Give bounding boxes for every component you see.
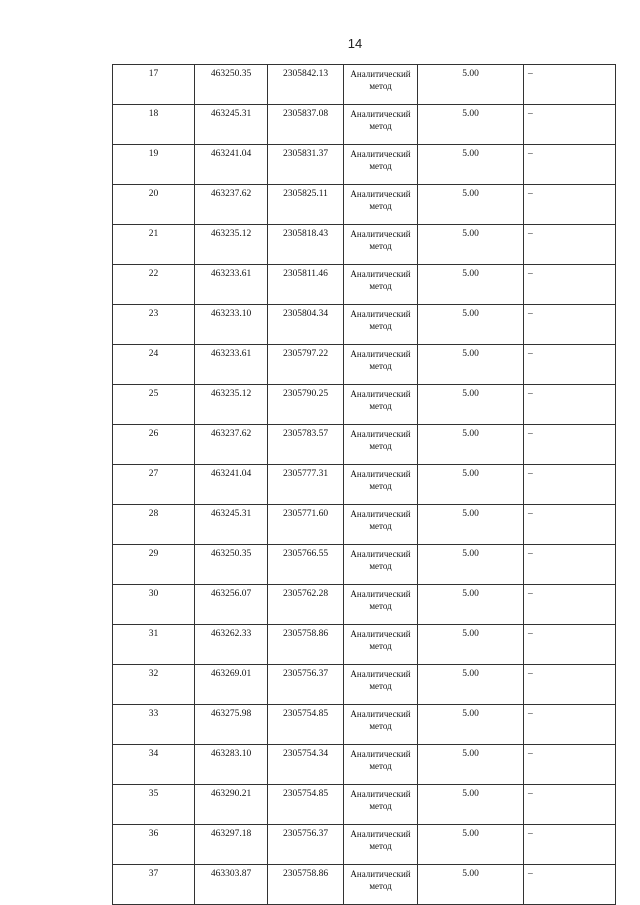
table-body (113, 65, 616, 905)
table-row (113, 465, 616, 505)
note-cell: – (524, 825, 616, 865)
point-number-cell: 19 (113, 145, 195, 185)
point-number-cell: 32 (113, 665, 195, 705)
note-cell: – (524, 305, 616, 345)
method-cell: Аналитический метод (344, 265, 418, 305)
coordinate-y-cell: 2305818.43 (268, 225, 344, 265)
point-number-cell: 34 (113, 745, 195, 785)
table-row (113, 265, 616, 305)
table-row (113, 105, 616, 145)
note-cell: – (524, 225, 616, 265)
method-cell: Аналитический метод (344, 185, 418, 225)
note-cell: – (524, 745, 616, 785)
note-cell: – (524, 65, 616, 105)
method-cell: Аналитический метод (344, 465, 418, 505)
table-row (113, 825, 616, 865)
point-number-cell: 30 (113, 585, 195, 625)
coordinate-y-cell: 2305758.86 (268, 865, 344, 905)
coordinate-y-cell: 2305754.85 (268, 785, 344, 825)
note-cell: – (524, 345, 616, 385)
coordinate-y-cell: 2305756.37 (268, 665, 344, 705)
accuracy-cell: 5.00 (418, 625, 524, 665)
note-cell: – (524, 465, 616, 505)
accuracy-cell: 5.00 (418, 345, 524, 385)
point-number-cell: 23 (113, 305, 195, 345)
point-number-cell: 28 (113, 505, 195, 545)
point-number-cell: 27 (113, 465, 195, 505)
note-cell: – (524, 105, 616, 145)
coordinate-x-cell: 463233.61 (195, 345, 268, 385)
note-cell: – (524, 625, 616, 665)
accuracy-cell: 5.00 (418, 305, 524, 345)
table-row (113, 185, 616, 225)
point-number-cell: 33 (113, 705, 195, 745)
method-cell: Аналитический метод (344, 65, 418, 105)
accuracy-cell: 5.00 (418, 265, 524, 305)
coordinate-x-cell: 463235.12 (195, 385, 268, 425)
coordinate-y-cell: 2305758.86 (268, 625, 344, 665)
point-number-cell: 21 (113, 225, 195, 265)
accuracy-cell: 5.00 (418, 705, 524, 745)
note-cell: – (524, 585, 616, 625)
method-cell: Аналитический метод (344, 225, 418, 265)
coordinate-y-cell: 2305837.08 (268, 105, 344, 145)
note-cell: – (524, 785, 616, 825)
accuracy-cell: 5.00 (418, 105, 524, 145)
method-cell: Аналитический метод (344, 385, 418, 425)
coordinate-y-cell: 2305754.85 (268, 705, 344, 745)
point-number-cell: 25 (113, 385, 195, 425)
table-row (113, 145, 616, 185)
note-cell: – (524, 425, 616, 465)
point-number-cell: 29 (113, 545, 195, 585)
coordinate-y-cell: 2305831.37 (268, 145, 344, 185)
method-cell: Аналитический метод (344, 305, 418, 345)
coordinates-table (112, 64, 616, 905)
method-cell: Аналитический метод (344, 345, 418, 385)
coordinate-y-cell: 2305825.11 (268, 185, 344, 225)
method-cell: Аналитический метод (344, 625, 418, 665)
point-number-cell: 24 (113, 345, 195, 385)
coordinate-x-cell: 463245.31 (195, 105, 268, 145)
coordinate-y-cell: 2305842.13 (268, 65, 344, 105)
point-number-cell: 22 (113, 265, 195, 305)
coordinate-x-cell: 463262.33 (195, 625, 268, 665)
method-cell: Аналитический метод (344, 145, 418, 185)
accuracy-cell: 5.00 (418, 865, 524, 905)
point-number-cell: 18 (113, 105, 195, 145)
method-cell: Аналитический метод (344, 665, 418, 705)
accuracy-cell: 5.00 (418, 465, 524, 505)
coordinate-x-cell: 463237.62 (195, 185, 268, 225)
table-row (113, 385, 616, 425)
note-cell: – (524, 865, 616, 905)
point-number-cell: 20 (113, 185, 195, 225)
accuracy-cell: 5.00 (418, 185, 524, 225)
coordinate-x-cell: 463275.98 (195, 705, 268, 745)
table-row (113, 705, 616, 745)
method-cell: Аналитический метод (344, 825, 418, 865)
coordinate-x-cell: 463250.35 (195, 65, 268, 105)
coordinate-y-cell: 2305771.60 (268, 505, 344, 545)
note-cell: – (524, 505, 616, 545)
coordinate-y-cell: 2305756.37 (268, 825, 344, 865)
note-cell: – (524, 145, 616, 185)
coordinate-x-cell: 463303.87 (195, 865, 268, 905)
table-row (113, 585, 616, 625)
accuracy-cell: 5.00 (418, 745, 524, 785)
coordinate-x-cell: 463269.01 (195, 665, 268, 705)
point-number-cell: 17 (113, 65, 195, 105)
table-row (113, 865, 616, 905)
coordinate-x-cell: 463250.35 (195, 545, 268, 585)
coordinate-x-cell: 463241.04 (195, 145, 268, 185)
method-cell: Аналитический метод (344, 105, 418, 145)
coordinate-x-cell: 463245.31 (195, 505, 268, 545)
coordinate-y-cell: 2305766.55 (268, 545, 344, 585)
table-row (113, 65, 616, 105)
accuracy-cell: 5.00 (418, 665, 524, 705)
point-number-cell: 31 (113, 625, 195, 665)
coordinate-x-cell: 463283.10 (195, 745, 268, 785)
table-row (113, 545, 616, 585)
accuracy-cell: 5.00 (418, 385, 524, 425)
note-cell: – (524, 705, 616, 745)
method-cell: Аналитический метод (344, 545, 418, 585)
coordinate-x-cell: 463233.10 (195, 305, 268, 345)
note-cell: – (524, 265, 616, 305)
method-cell: Аналитический метод (344, 505, 418, 545)
coordinate-y-cell: 2305762.28 (268, 585, 344, 625)
coordinate-x-cell: 463235.12 (195, 225, 268, 265)
note-cell: – (524, 185, 616, 225)
accuracy-cell: 5.00 (418, 225, 524, 265)
coordinate-x-cell: 463256.07 (195, 585, 268, 625)
accuracy-cell: 5.00 (418, 825, 524, 865)
accuracy-cell: 5.00 (418, 145, 524, 185)
method-cell: Аналитический метод (344, 865, 418, 905)
coordinate-y-cell: 2305797.22 (268, 345, 344, 385)
note-cell: – (524, 665, 616, 705)
coordinate-x-cell: 463237.62 (195, 425, 268, 465)
accuracy-cell: 5.00 (418, 585, 524, 625)
point-number-cell: 37 (113, 865, 195, 905)
coordinate-x-cell: 463297.18 (195, 825, 268, 865)
page-number: 14 (347, 36, 363, 51)
table-row (113, 625, 616, 665)
coordinate-x-cell: 463233.61 (195, 265, 268, 305)
accuracy-cell: 5.00 (418, 425, 524, 465)
method-cell: Аналитический метод (344, 785, 418, 825)
method-cell: Аналитический метод (344, 705, 418, 745)
table-row (113, 505, 616, 545)
table-row (113, 225, 616, 265)
table-row (113, 305, 616, 345)
method-cell: Аналитический метод (344, 585, 418, 625)
accuracy-cell: 5.00 (418, 545, 524, 585)
method-cell: Аналитический метод (344, 745, 418, 785)
coordinate-y-cell: 2305790.25 (268, 385, 344, 425)
coordinate-y-cell: 2305804.34 (268, 305, 344, 345)
table-row (113, 425, 616, 465)
note-cell: – (524, 545, 616, 585)
coordinate-x-cell: 463241.04 (195, 465, 268, 505)
table-row (113, 785, 616, 825)
coordinate-y-cell: 2305777.31 (268, 465, 344, 505)
accuracy-cell: 5.00 (418, 505, 524, 545)
table-row (113, 665, 616, 705)
table-row (113, 745, 616, 785)
point-number-cell: 26 (113, 425, 195, 465)
coordinate-y-cell: 2305783.57 (268, 425, 344, 465)
coordinate-y-cell: 2305811.46 (268, 265, 344, 305)
accuracy-cell: 5.00 (418, 785, 524, 825)
point-number-cell: 35 (113, 785, 195, 825)
coordinate-y-cell: 2305754.34 (268, 745, 344, 785)
table-row (113, 345, 616, 385)
note-cell: – (524, 385, 616, 425)
accuracy-cell: 5.00 (418, 65, 524, 105)
method-cell: Аналитический метод (344, 425, 418, 465)
coordinate-x-cell: 463290.21 (195, 785, 268, 825)
point-number-cell: 36 (113, 825, 195, 865)
